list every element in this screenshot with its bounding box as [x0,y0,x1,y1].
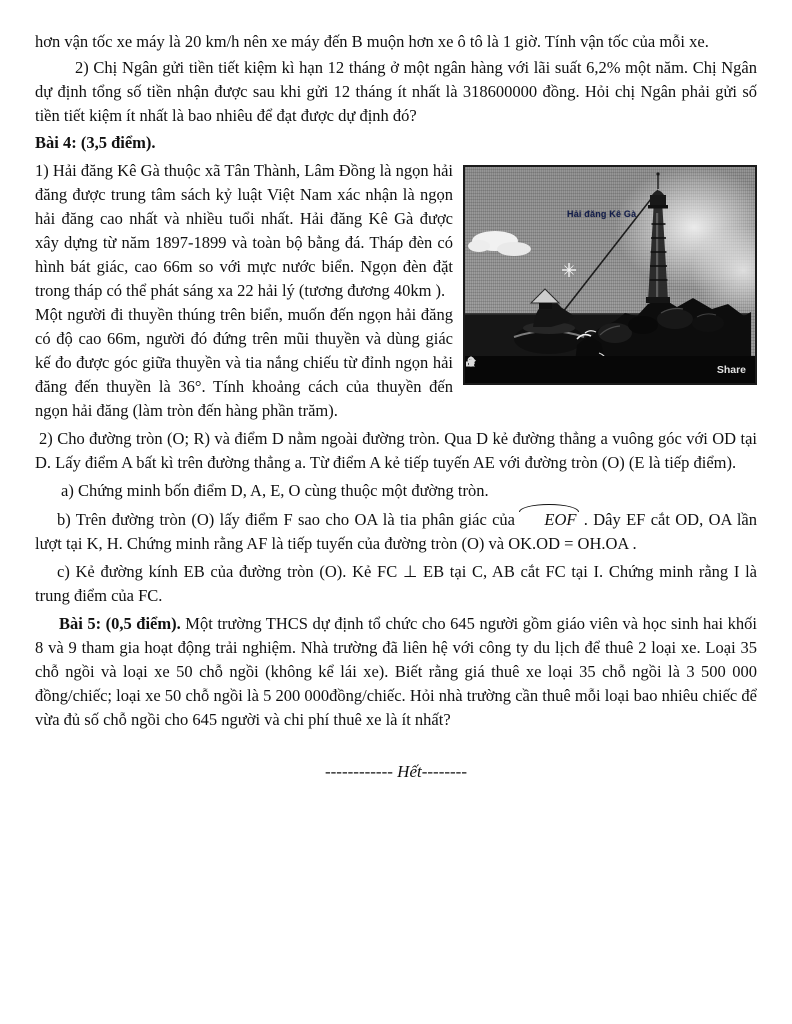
lighthouse-tower [646,172,670,303]
bai5-label: Bài 5: (0,5 điểm). [59,614,181,633]
part-b-text-post: . Dây EF cắt OD, OA lần lượt tại K, H. Chứng minh rằng AF là tiếp tuyến của đường tròn (O) và OK.OD = OH.OA . [35,510,757,553]
bai4-part2-paragraph: 2) Cho đường tròn (O; R) và điểm D nằm ngoài đường tròn. Qua D kẻ đường thẳng a vuông góc với OD tại D. Lấy điểm A bất kì trên đường thẳng a. Từ điểm A kẻ tiếp tuyến AE với đường tròn (O) (E là tiếp điểm). [35,429,757,472]
paragraph-top-continuation: hơn vận tốc xe máy là 20 km/h nên xe máy đến B muộn hơn xe ô tô là 1 giờ. Tính vận tốc của mỗi xe. [35,32,709,51]
bai4-part-a: a) Chứng minh bốn điểm D, A, E, O cùng thuộc một đường tròn. [61,481,489,500]
bai4-part-b [35,507,757,556]
share-label: Share [716,363,746,376]
lighthouse-scene [465,167,751,379]
end-divider: ------------ Hết-------- [324,762,468,781]
photo-caption: Hải đăng Kê Gà [567,209,637,219]
share-control [717,364,746,376]
share-icon [465,356,477,368]
bai4-part-c: c) Kẻ đường kính EB của đường tròn (O). Kẻ FC ⊥ EB tại C, AB cắt FC tại I. Chứng minh rằng I là trung điểm của FC. [35,562,757,605]
bai5-text: Một trường THCS dự định tổ chức cho 645 người gồm giáo viên và học sinh hai khối 8 và 9 tham gia hoạt động trải nghiệm. Nhà trường đã liên hệ với công ty du lịch để thuê 2 loại xe. Loại 35 chỗ ngồi và loại xe 50 chỗ ngồi (không kể lái xe). Biết rằng giá thuê xe loại 35 chỗ ngồi là 3 500 000 đồng/chiếc; loại xe 50 chỗ ngồi là 5 200 000đồng/chiếc. Hỏi nhà trường cần thuê mỗi loại bao nhiêu chiếc để vừa đủ số chỗ ngồi cho 645 người và chi phí thuê xe là ít nhất? [35,614,758,729]
photo-bottom-bar [465,356,755,383]
bai4-heading: Bài 4: (3,5 điểm). [35,133,156,152]
part-b-text-pre: b) Trên đường tròn (O) lấy điểm F sao cho OA là tia phân giác của [57,510,521,529]
sparkle [562,263,576,277]
bai4-boatman-paragraph: Một người đi thuyền thúng trên biển, muốn đến ngọn hải đăng có độ cao 66m, người đó đứng trên mũi thuyền và dùng giác kế đo được góc giữa thuyền và tia nắng chiếu từ đỉnh ngọn hải đăng đến thuyền là 36°. Tính khoảng cách của thuyền đến ngọn hải đăng (làm tròn đến hàng phần trăm). [35,305,453,420]
angle-EOF: EOF [520,507,578,532]
bai4-intro-paragraph: 1) Hải đăng Kê Gà thuộc xã Tân Thành, Lâm Đồng là ngọn hải đăng được trung tâm sách kỷ luật Việt Nam xác nhận là ngọn hải đăng cao nhất và nhiều tuổi nhất. Hải đăng Kê Gà được xây dựng từ năm 1897-1899 và toàn bộ bằng đá. Tháp đèn có hình bát giác, cao 66m so với mực nước biển. Ngọn đèn đặt trong tháp có thể phát sáng xa 22 hải lý (tương đương 40km ). [35,161,453,300]
cloud-shape [468,231,531,256]
lighthouse-photo [463,165,757,385]
paragraph-savings-problem: 2) Chị Ngân gửi tiền tiết kiệm kì hạn 12 tháng ở một ngân hàng với lãi suất 6,2% một năm. Chị Ngân dự định tổng số tiền nhận được sau khi gửi 12 tháng ít nhất là 318600000 đồng. Hỏi chị Ngân phải gửi số tiền tiết kiệm ít nhất là bao nhiêu để đạt được dự định đó? [35,58,757,125]
bai5-paragraph [35,612,757,732]
bai4-block [35,159,757,423]
